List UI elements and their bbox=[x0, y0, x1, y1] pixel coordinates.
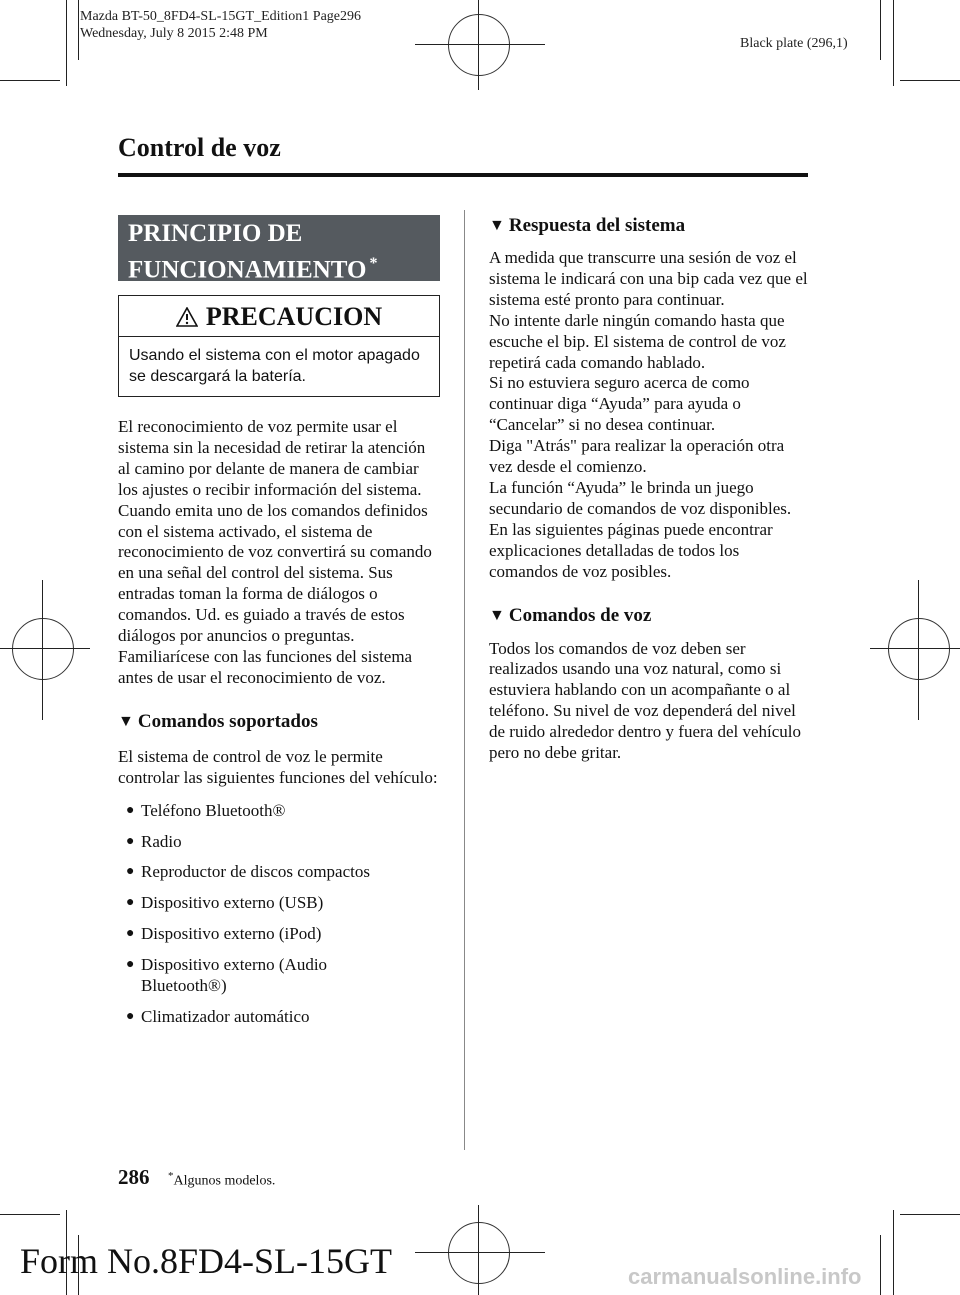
system-response-paragraph-2: No intente darle ningún comando hasta que escuche el bip. El sistema de control de voz repetirá cada comando hablado. bbox=[489, 310, 786, 372]
triangle-bullet-icon: ▼ bbox=[489, 217, 505, 234]
system-response-paragraph-3: Si no estuviera seguro acerca de como continuar diga “Ayuda” para ayuda o “Cancelar” si no desea continuar. bbox=[489, 373, 750, 435]
voice-commands-title: Comandos de voz bbox=[508, 604, 652, 626]
form-number: Form No.8FD4-SL-15GT bbox=[20, 1241, 393, 1281]
system-response-paragraph-5: La función “Ayuda” le brinda un juego secundario de comandos de voz disponibles. En las siguientes páginas puede encontrar explicaciones detalladas de todos los comandos de voz posibles. bbox=[489, 477, 792, 581]
caution-text: Usando el sistema con el motor apagado se descargará la batería. bbox=[129, 347, 420, 385]
system-response-heading bbox=[489, 215, 811, 237]
system-response-paragraph-4: Diga "Atrás" para realizar la operación otra vez desde el comienzo. bbox=[489, 436, 785, 477]
supported-commands-title: Comandos soportados bbox=[137, 710, 318, 732]
footnote bbox=[168, 1170, 275, 1190]
supported-commands-paragraph: El sistema de control de voz le permite controlar las siguientes funciones del vehículo: bbox=[118, 746, 438, 787]
right-column bbox=[489, 215, 811, 764]
familiarize-paragraph: Familiarícese con las funciones del sistema antes de usar el reconocimiento de voz. bbox=[118, 646, 413, 687]
supported-commands-heading bbox=[118, 711, 440, 733]
supported-functions-list bbox=[118, 801, 440, 1028]
left-column bbox=[118, 215, 440, 1038]
principle-heading-line2: FUNCIONAMIENTO bbox=[128, 256, 367, 284]
commands-paragraph: Cuando emita uno de los comandos definidos con el sistema activado, el sistema de reconocimiento de voz convertirá su comando en una señal del control del sistema. Sus entradas toman la forma de diálogos o comandos. Ud. es guiado a través de estos diálogos por anuncios o preguntas. bbox=[118, 500, 432, 646]
page-number: 286 bbox=[118, 1165, 150, 1189]
triangle-bullet-icon: ▼ bbox=[118, 712, 134, 730]
column-divider bbox=[464, 210, 465, 1150]
black-plate-label: Black plate (296,1) bbox=[740, 36, 848, 51]
print-meta-line2: Wednesday, July 8 2015 2:48 PM bbox=[80, 26, 268, 41]
caution-title: PRECAUCION bbox=[205, 302, 383, 331]
voice-commands-paragraph: Todos los comandos de voz deben ser realizados usando una voz natural, como si estuviera hablando con un acompañante o al teléfono. Su nivel de voz dependerá del nivel de ruido alrededor dentro y fuera del vehículo pero no debe gritar. bbox=[489, 638, 802, 763]
principle-heading-line1: PRINCIPIO DE bbox=[128, 220, 303, 247]
warning-triangle-icon bbox=[176, 307, 198, 327]
print-meta-line1: Mazda BT-50_8FD4-SL-15GT_Edition1 Page296 bbox=[80, 9, 362, 24]
title-rule bbox=[118, 173, 808, 177]
voice-commands-heading bbox=[489, 605, 811, 627]
triangle-bullet-icon: ▼ bbox=[489, 606, 505, 624]
footnote-star: * bbox=[168, 1170, 174, 1182]
footnote-text: Algunos modelos. bbox=[173, 1173, 276, 1189]
principle-heading-box bbox=[118, 215, 440, 284]
watermark: carmanualsonline.info bbox=[628, 1264, 862, 1289]
system-response-paragraph-1: A medida que transcurre una sesión de voz el sistema le indicará con una bip cada vez que el sistema esté pronto para continuar. bbox=[489, 248, 808, 309]
caution-header bbox=[119, 296, 439, 337]
print-meta bbox=[80, 8, 361, 42]
list-item: ● Dispositivo externo (iPod) bbox=[126, 924, 322, 944]
list-item: ● Climatizador automático bbox=[126, 1006, 310, 1026]
system-response-title: Respuesta del sistema bbox=[508, 215, 686, 236]
caution-box bbox=[118, 295, 440, 397]
some-models-star: * bbox=[369, 255, 378, 272]
section-title: Control de voz bbox=[118, 133, 281, 162]
list-item: ● Reproductor de discos compactos bbox=[126, 862, 370, 882]
list-item: ● Teléfono Bluetooth® bbox=[126, 800, 286, 820]
list-item: ● Dispositivo externo (Audio Bluetooth®) bbox=[126, 955, 328, 996]
list-item: ● Radio bbox=[126, 831, 182, 851]
list-item: ● Dispositivo externo (USB) bbox=[126, 893, 324, 913]
intro-paragraph: El reconocimiento de voz permite usar el sistema sin la necesidad de retirar la atención al camino por delante de manera de cambiar los ajustes o recibir información del sistema. bbox=[118, 417, 426, 499]
